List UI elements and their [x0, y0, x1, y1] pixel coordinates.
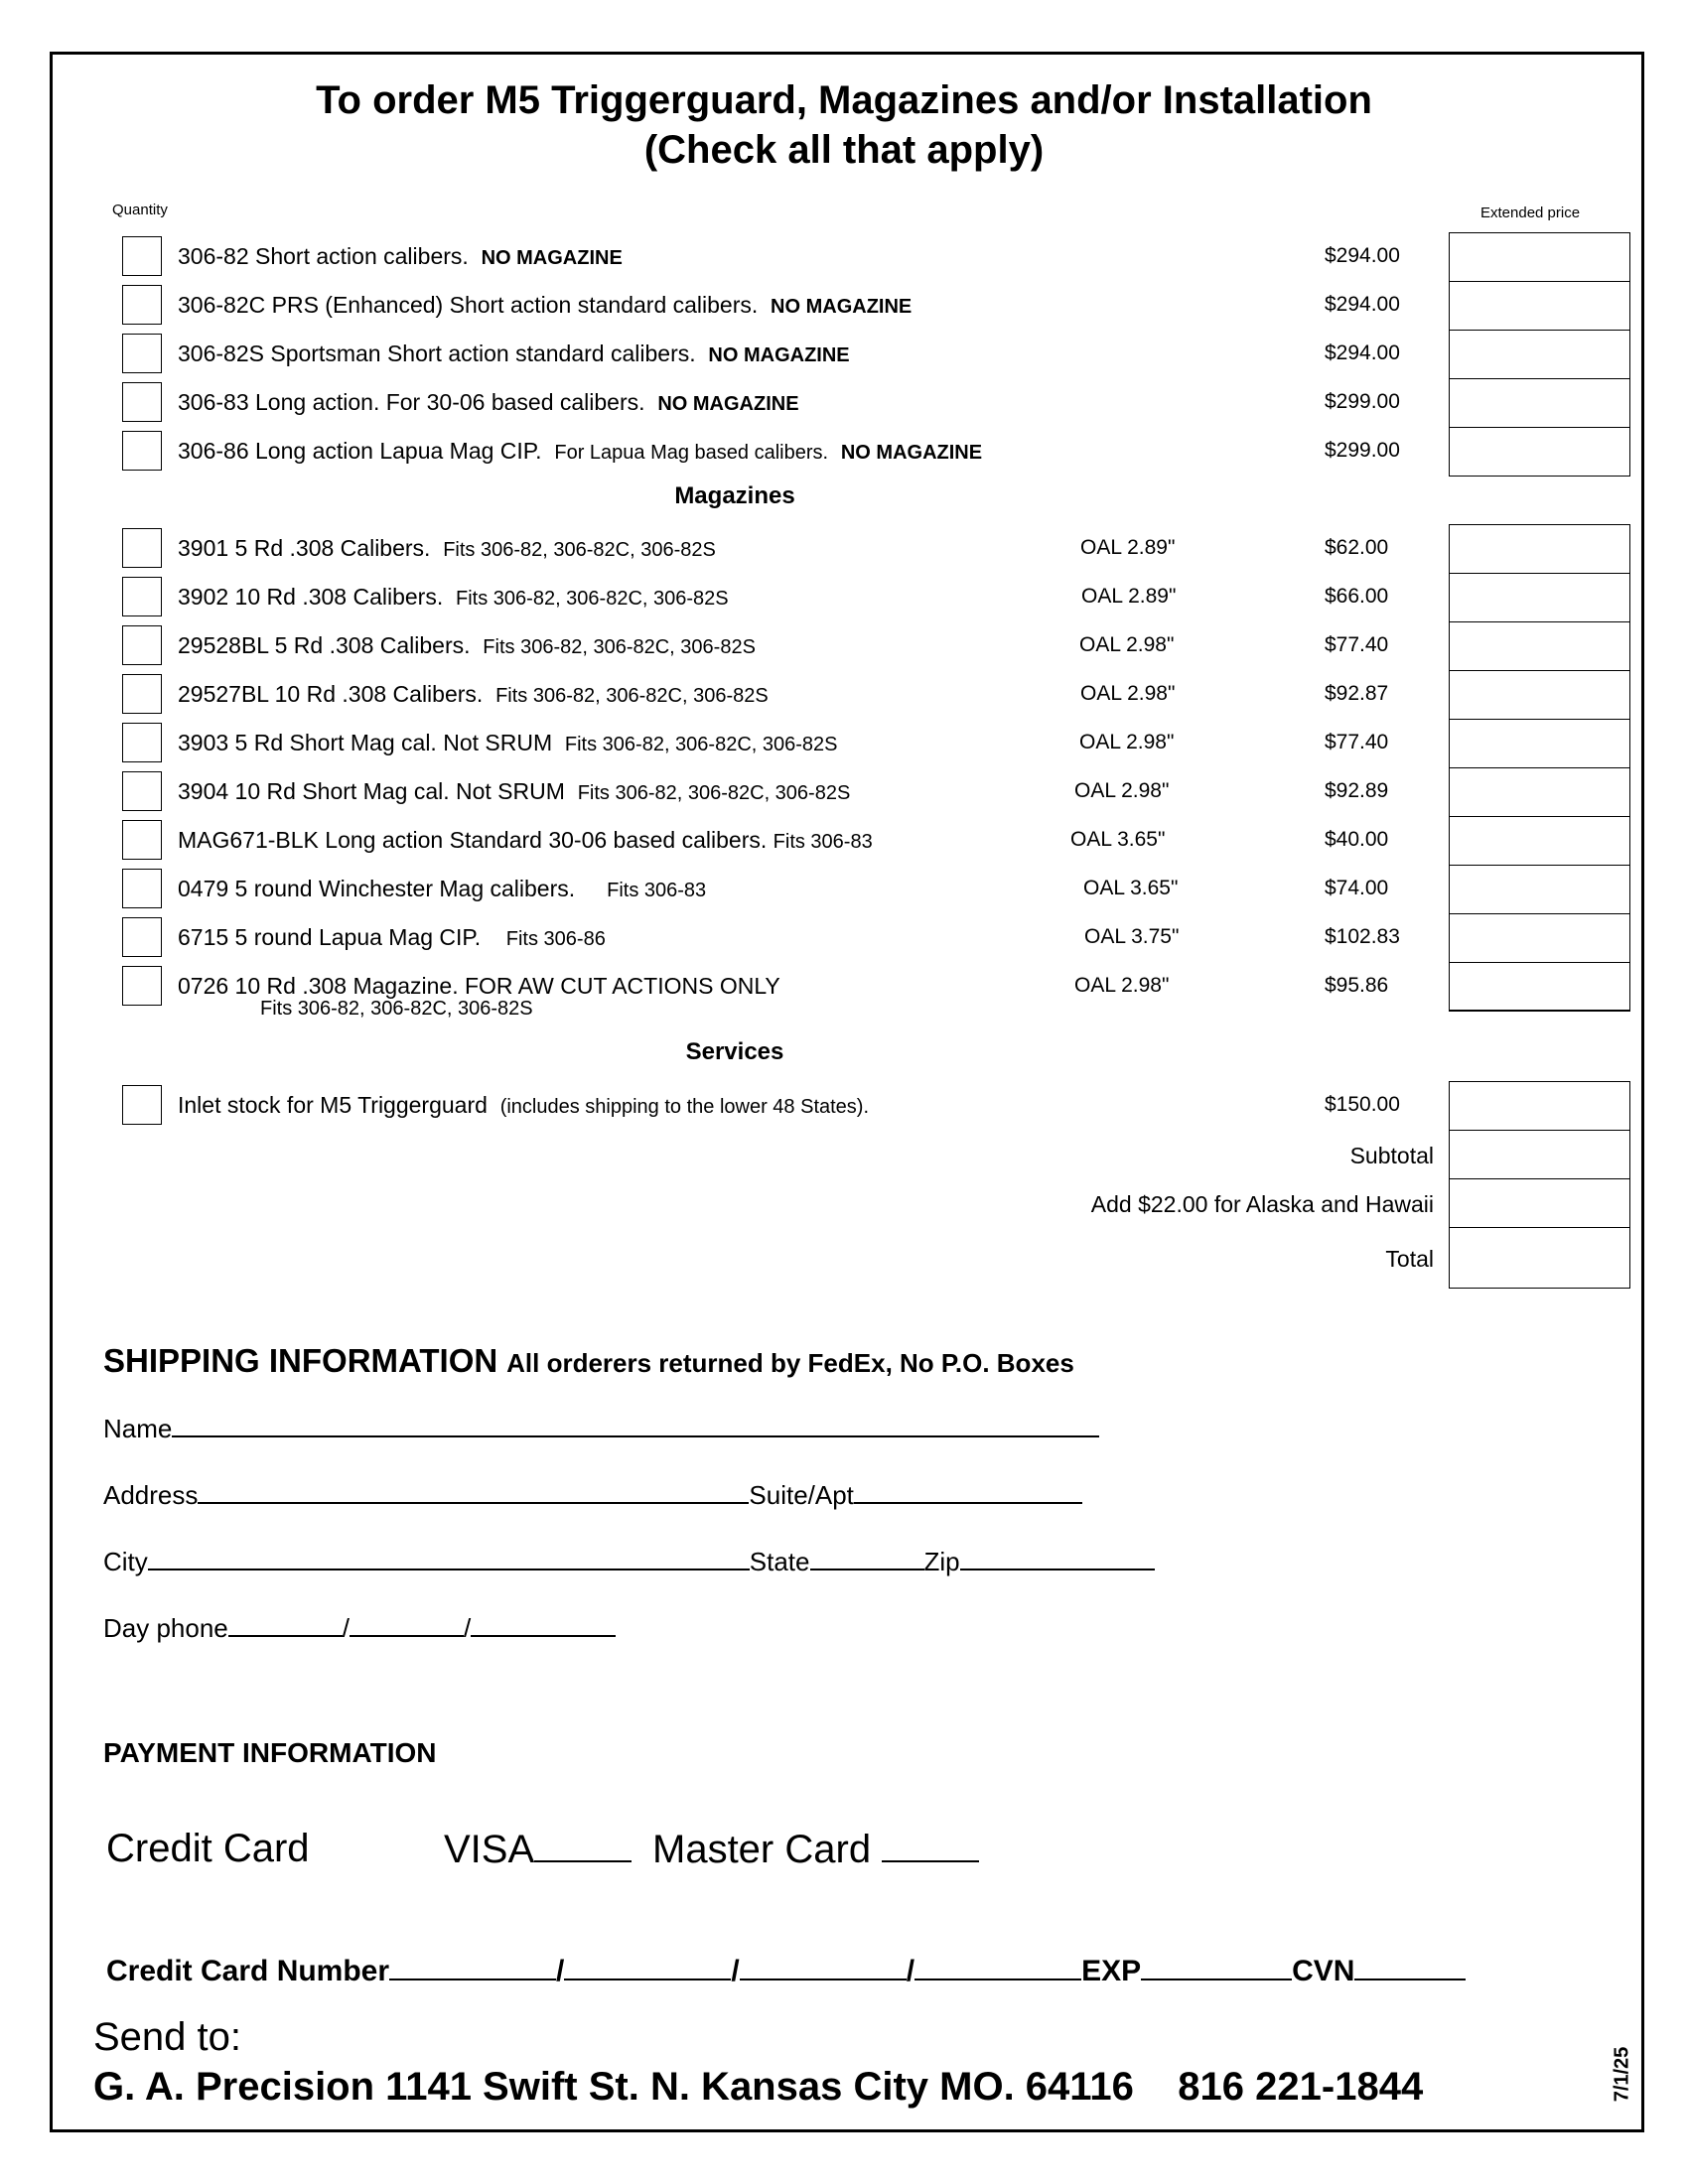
item-fits: Fits 306-82, 306-82C, 306-82S	[577, 782, 851, 804]
extended-price-field[interactable]	[1449, 670, 1630, 720]
quantity-checkbox[interactable]	[122, 820, 162, 860]
item-description: Inlet stock for M5 Triggerguard	[178, 1092, 488, 1118]
no-magazine-flag: NO MAGAZINE	[840, 442, 983, 464]
card-number-group-3[interactable]	[740, 1951, 907, 1980]
unit-price: $40.00	[1325, 828, 1389, 851]
item-description: 306-83 Long action. For 30-06 based calibers.	[178, 389, 645, 415]
unit-price: $102.83	[1325, 925, 1400, 948]
unit-price: $294.00	[1325, 244, 1400, 267]
quantity-checkbox[interactable]	[122, 917, 162, 957]
oal-value: OAL 2.98"	[1079, 731, 1175, 753]
phone-number: 816 221-1844	[1178, 2065, 1424, 2109]
item-fits: Fits 306-83	[607, 880, 707, 901]
form-title: To order M5 Triggerguard, Magazines and/or Installation	[316, 78, 1372, 122]
subtotal-label: Subtotal	[1349, 1143, 1434, 1168]
no-magazine-flag: NO MAGAZINE	[657, 393, 799, 415]
name-input-line[interactable]	[172, 1414, 1099, 1437]
quantity-column-label: Quantity	[112, 202, 168, 218]
item-description: 3903 5 Rd Short Mag cal. Not SRUM	[178, 730, 553, 755]
unit-price: $62.00	[1325, 536, 1389, 559]
state-input-line[interactable]	[810, 1547, 924, 1570]
quantity-checkbox[interactable]	[122, 285, 162, 325]
city-row: City State Zip	[103, 1547, 1155, 1577]
address-row: Address Suite/Apt	[103, 1480, 1082, 1511]
card-number-group-1[interactable]	[389, 1951, 556, 1980]
item-description: 29528BL 5 Rd .308 Calibers.	[178, 632, 471, 658]
item-note: (includes shipping to the lower 48 States).	[499, 1096, 870, 1118]
quantity-checkbox[interactable]	[122, 334, 162, 373]
payment-heading: PAYMENT INFORMATION	[103, 1737, 437, 1768]
extended-price-field[interactable]	[1449, 427, 1630, 477]
no-magazine-flag: NO MAGAZINE	[708, 344, 850, 366]
item-fits: Fits 306-82, 306-82C, 306-82S	[443, 539, 716, 561]
unit-price: $92.89	[1325, 779, 1389, 802]
item-description: MAG671-BLK Long action Standard 30-06 based calibers.	[178, 827, 768, 853]
unit-price: $77.40	[1325, 633, 1389, 656]
item-description: 306-82C PRS (Enhanced) Short action standard calibers.	[178, 292, 759, 318]
address-input-line[interactable]	[198, 1480, 749, 1504]
extended-price-field[interactable]	[1449, 816, 1630, 866]
alaska-hawaii-field[interactable]	[1449, 1178, 1630, 1228]
item-fits: Fits 306-82, 306-82C, 306-82S	[564, 734, 838, 755]
oal-value: OAL 2.98"	[1074, 779, 1170, 802]
item-description: 0479 5 round Winchester Mag calibers.	[178, 876, 576, 901]
shipping-heading: SHIPPING INFORMATION All orderers returned by FedEx, No P.O. Boxes	[103, 1342, 1074, 1379]
card-number-group-4[interactable]	[914, 1951, 1081, 1980]
unit-price: $294.00	[1325, 341, 1400, 364]
total-label: Total	[1385, 1246, 1434, 1272]
extended-price-field[interactable]	[1449, 524, 1630, 574]
visa-option[interactable]: VISA	[444, 1827, 632, 1872]
extended-price-field[interactable]	[1449, 621, 1630, 671]
credit-card-label: Credit Card	[106, 1827, 310, 1870]
cvn-input-line[interactable]	[1354, 1951, 1466, 1980]
extended-price-field[interactable]	[1449, 281, 1630, 331]
oal-value: OAL 2.89"	[1081, 585, 1177, 608]
extended-price-column-label: Extended price	[1480, 205, 1581, 221]
item-description: 29527BL 10 Rd .308 Calibers.	[178, 681, 484, 707]
item-fits: Fits 306-82, 306-82C, 306-82S	[456, 588, 729, 610]
unit-price: $299.00	[1325, 439, 1400, 462]
city-input-line[interactable]	[148, 1547, 750, 1570]
extended-price-field[interactable]	[1449, 1081, 1630, 1131]
shipping-note: All orderers returned by FedEx, No P.O. Boxes	[506, 1348, 1074, 1378]
item-description: 0726 10 Rd .308 Magazine. FOR AW CUT ACTIONS ONLY	[178, 973, 780, 999]
quantity-checkbox[interactable]	[122, 431, 162, 471]
item-note: For Lapua Mag based calibers.	[554, 442, 829, 464]
quantity-checkbox[interactable]	[122, 723, 162, 762]
card-number-group-2[interactable]	[564, 1951, 731, 1980]
quantity-checkbox[interactable]	[122, 869, 162, 908]
visa-input-line[interactable]	[534, 1827, 632, 1862]
item-fits: Fits 306-82, 306-82C, 306-82S	[483, 636, 756, 658]
unit-price: $294.00	[1325, 293, 1400, 316]
item-description: 3904 10 Rd Short Mag cal. Not SRUM	[178, 778, 565, 804]
quantity-checkbox[interactable]	[122, 771, 162, 811]
unit-price: $74.00	[1325, 877, 1389, 899]
quantity-checkbox[interactable]	[122, 625, 162, 665]
no-magazine-flag: NO MAGAZINE	[771, 296, 913, 318]
item-description: 306-82S Sportsman Short action standard calibers.	[178, 341, 696, 366]
item-fits: Fits 306-83	[773, 831, 873, 853]
extended-price-field[interactable]	[1449, 573, 1630, 622]
unit-price: $92.87	[1325, 682, 1389, 705]
mastercard-option[interactable]: Master Card	[652, 1827, 979, 1872]
unit-price: $77.40	[1325, 731, 1389, 753]
no-magazine-flag: NO MAGAZINE	[481, 247, 623, 269]
item-fits: Fits 306-82, 306-82C, 306-82S	[495, 685, 769, 707]
alaska-hawaii-label: Add $22.00 for Alaska and Hawaii	[1090, 1191, 1434, 1217]
oal-value: OAL 2.98"	[1079, 633, 1175, 656]
oal-value: OAL 3.65"	[1070, 828, 1166, 851]
suite-input-line[interactable]	[854, 1480, 1082, 1504]
quantity-checkbox[interactable]	[122, 382, 162, 422]
extended-price-field[interactable]	[1449, 378, 1630, 428]
extended-price-field[interactable]	[1449, 719, 1630, 768]
phone-area-line[interactable]	[228, 1613, 343, 1637]
item-description: 306-86 Long action Lapua Mag CIP.	[178, 438, 542, 464]
oal-value: OAL 3.75"	[1084, 925, 1180, 948]
item-description: 3902 10 Rd .308 Calibers.	[178, 584, 444, 610]
extended-price-field[interactable]	[1449, 232, 1630, 282]
quantity-checkbox[interactable]	[122, 966, 162, 1006]
total-field[interactable]	[1449, 1227, 1630, 1289]
revision-date: 7/1/25	[1611, 2046, 1633, 2103]
extended-price-field[interactable]	[1449, 330, 1630, 379]
unit-price: $66.00	[1325, 585, 1389, 608]
form-subtitle: (Check all that apply)	[643, 128, 1045, 172]
unit-price: $299.00	[1325, 390, 1400, 413]
oal-value: OAL 3.65"	[1083, 877, 1179, 899]
quantity-checkbox[interactable]	[122, 577, 162, 616]
exp-input-line[interactable]	[1141, 1951, 1292, 1980]
card-number-row: Credit Card Number / / / EXP CVN	[106, 1951, 1466, 1988]
item-description: 306-82 Short action calibers.	[178, 243, 469, 269]
item-fits: Fits 306-86	[505, 928, 606, 950]
oal-value: OAL 2.98"	[1074, 974, 1170, 997]
oal-value: OAL 2.98"	[1080, 682, 1176, 705]
phone-line-number-line[interactable]	[471, 1613, 616, 1637]
extended-price-field[interactable]	[1449, 865, 1630, 914]
oal-value: OAL 2.89"	[1080, 536, 1176, 559]
extended-price-field[interactable]	[1449, 767, 1630, 817]
quantity-checkbox[interactable]	[122, 528, 162, 568]
services-heading: Services	[685, 1038, 784, 1065]
subtotal-field[interactable]	[1449, 1130, 1630, 1179]
item-description: 3901 5 Rd .308 Calibers.	[178, 535, 431, 561]
item-fits: Fits 306-82, 306-82C, 306-82S	[260, 998, 533, 1020]
quantity-checkbox[interactable]	[122, 674, 162, 714]
magazines-heading: Magazines	[674, 482, 795, 509]
unit-price: $95.86	[1325, 974, 1389, 997]
quantity-checkbox[interactable]	[122, 1085, 162, 1125]
extended-price-field[interactable]	[1449, 913, 1630, 963]
quantity-checkbox[interactable]	[122, 236, 162, 276]
mastercard-input-line[interactable]	[882, 1827, 979, 1862]
phone-prefix-line[interactable]	[350, 1613, 464, 1637]
unit-price: $150.00	[1325, 1093, 1400, 1116]
name-field[interactable]: Name	[103, 1414, 1099, 1444]
send-to-label: Send to:	[93, 2015, 242, 2059]
extended-price-field[interactable]	[1449, 962, 1630, 1012]
zip-input-line[interactable]	[960, 1547, 1155, 1570]
phone-row: Day phone / /	[103, 1613, 616, 1644]
mailing-address: G. A. Precision 1141 Swift St. N. Kansas City MO. 64116 816 221-1844	[93, 2065, 1424, 2109]
item-description: 6715 5 round Lapua Mag CIP.	[178, 924, 482, 950]
